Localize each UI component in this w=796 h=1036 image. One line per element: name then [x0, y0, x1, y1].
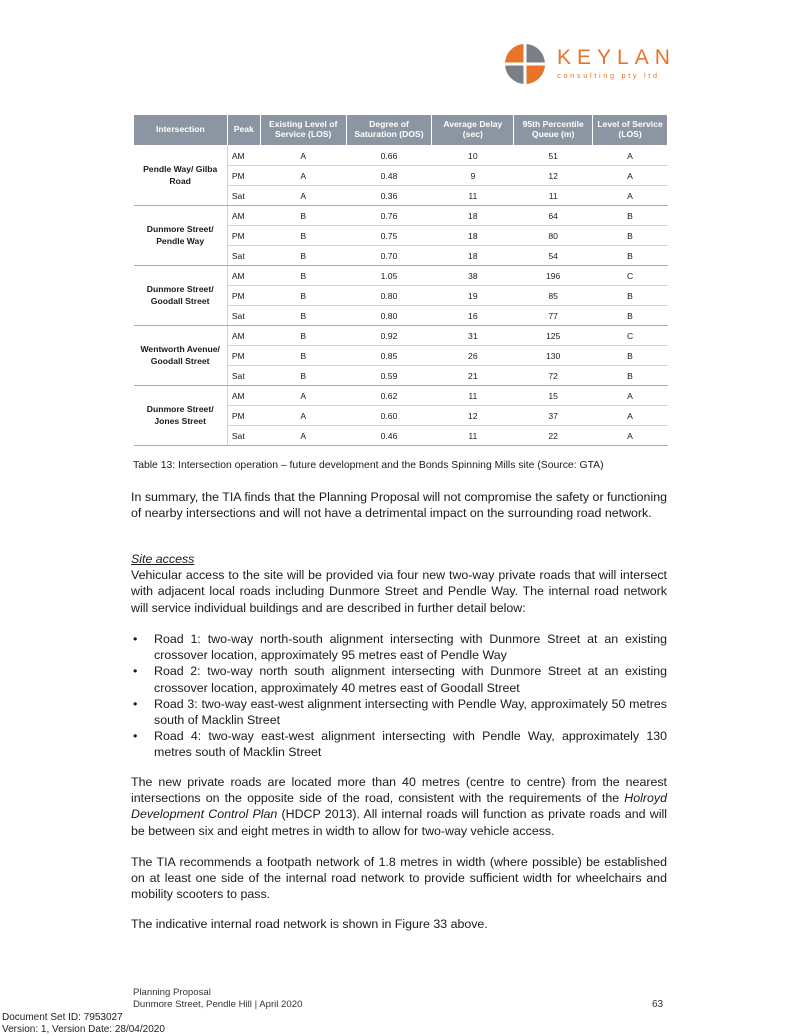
los-cell: A — [593, 166, 668, 186]
list-item — [131, 728, 667, 760]
road-list — [131, 631, 667, 761]
avg-delay-cell: 18 — [432, 206, 514, 226]
queue-cell: 64 — [514, 206, 593, 226]
avg-delay-cell: 11 — [432, 186, 514, 206]
paragraph-text: (HDCP 2013). All internal roads will function as private roads and will be between six and eight metres in width to allow for two-way vehicle access. — [131, 807, 667, 838]
dos-cell: 0.48 — [346, 166, 432, 186]
site-access-paragraph: Vehicular access to the site will be provided via four new two-way private roads that will intersect with adjacent local roads including Dunmore Street and Pendle Way. The internal road network will service individual buildings and are described in further detail below: — [131, 568, 667, 615]
queue-cell: 22 — [514, 426, 593, 446]
avg-delay-cell: 10 — [432, 146, 514, 166]
keylan-logo-mark-icon — [503, 42, 547, 86]
footer-document-title: Planning Proposal — [133, 987, 211, 998]
existing-los-cell: A — [260, 166, 346, 186]
peak-cell: AM — [227, 146, 260, 166]
queue-cell: 80 — [514, 226, 593, 246]
queue-cell: 130 — [514, 346, 593, 366]
los-cell: C — [593, 326, 668, 346]
dos-cell: 0.92 — [346, 326, 432, 346]
peak-cell: AM — [227, 266, 260, 286]
list-item-text: Road 1: two-way north-south alignment intersecting with Dunmore Street at an existing crossover location, approximately 95 metres east of Pendle Way — [154, 632, 667, 663]
existing-los-cell: B — [260, 366, 346, 386]
list-item-text: Road 4: two-way east-west alignment intersecting with Pendle Way, approximately 130 metres south of Macklin Street — [154, 729, 667, 760]
peak-cell: AM — [227, 386, 260, 406]
queue-cell: 15 — [514, 386, 593, 406]
document-version: Version: 1, Version Date: 28/04/2020 — [2, 1024, 165, 1035]
list-item-text: Road 2: two-way north south alignment intersecting with Dunmore Street at an existing crossover location, approximately 40 metres east of Goodall Street — [154, 664, 667, 695]
intersection-name: Pendle Way/ Gilba Road — [134, 146, 228, 206]
logo-subtitle: consulting pty ltd — [557, 71, 660, 80]
table-header-row — [134, 115, 668, 146]
intersection-table — [133, 114, 668, 446]
avg-delay-cell: 26 — [432, 346, 514, 366]
hdcp-title: Holroyd Development Control Plan — [131, 791, 667, 822]
intersection-name: Dunmore Street/ Jones Street — [134, 386, 228, 446]
existing-los-cell: B — [260, 206, 346, 226]
existing-los-cell: A — [260, 186, 346, 206]
header-avg-delay: Average Delay (sec) — [432, 115, 514, 146]
los-cell: B — [593, 206, 668, 226]
peak-cell: AM — [227, 326, 260, 346]
bullet-icon: • — [133, 729, 138, 744]
dos-cell: 1.05 — [346, 266, 432, 286]
peak-cell: Sat — [227, 366, 260, 386]
dos-cell: 0.60 — [346, 406, 432, 426]
site-access-section — [131, 551, 667, 616]
queue-cell: 85 — [514, 286, 593, 306]
table-body — [134, 146, 668, 446]
intersection-name: Dunmore Street/ Goodall Street — [134, 266, 228, 326]
peak-cell: PM — [227, 286, 260, 306]
intersection-name: Dunmore Street/ Pendle Way — [134, 206, 228, 266]
los-cell: A — [593, 406, 668, 426]
table-row — [134, 266, 668, 286]
header-dos: Degree of Saturation (DOS) — [346, 115, 432, 146]
bullet-icon: • — [133, 664, 138, 679]
avg-delay-cell: 9 — [432, 166, 514, 186]
peak-cell: Sat — [227, 306, 260, 326]
dos-cell: 0.80 — [346, 306, 432, 326]
existing-los-cell: A — [260, 426, 346, 446]
bullet-icon: • — [133, 696, 138, 711]
peak-cell: PM — [227, 406, 260, 426]
summary-paragraph: In summary, the TIA finds that the Planning Proposal will not compromise the safety or functioning of nearby intersections and will not have a detrimental impact on the surrounding road network. — [131, 490, 667, 521]
dos-cell: 0.46 — [346, 426, 432, 446]
dos-cell: 0.36 — [346, 186, 432, 206]
los-cell: B — [593, 366, 668, 386]
dos-cell: 0.85 — [346, 346, 432, 366]
footpath-paragraph: The TIA recommends a footpath network of 1.8 metres in width (where possible) be established on at least one side of the internal road network to provide sufficient width for wheelchairs and mobility scooters to pass. — [131, 855, 667, 902]
header-peak: Peak — [227, 115, 260, 146]
dos-cell: 0.62 — [346, 386, 432, 406]
queue-cell: 125 — [514, 326, 593, 346]
los-cell: B — [593, 306, 668, 326]
site-access-heading: Site access — [131, 552, 195, 566]
dos-cell: 0.75 — [346, 226, 432, 246]
los-cell: B — [593, 226, 668, 246]
dos-cell: 0.59 — [346, 366, 432, 386]
queue-cell: 77 — [514, 306, 593, 326]
queue-cell: 72 — [514, 366, 593, 386]
dos-cell: 0.70 — [346, 246, 432, 266]
queue-cell: 51 — [514, 146, 593, 166]
page-footer — [133, 987, 302, 1011]
avg-delay-cell: 31 — [432, 326, 514, 346]
avg-delay-cell: 12 — [432, 406, 514, 426]
queue-cell: 37 — [514, 406, 593, 426]
existing-los-cell: B — [260, 326, 346, 346]
existing-los-cell: B — [260, 306, 346, 326]
existing-los-cell: B — [260, 266, 346, 286]
document-set-id: Document Set ID: 7953027 — [2, 1012, 123, 1023]
dos-cell: 0.76 — [346, 206, 432, 226]
existing-los-cell: A — [260, 146, 346, 166]
table-row — [134, 326, 668, 346]
header-existing-los: Existing Level of Service (LOS) — [260, 115, 346, 146]
avg-delay-cell: 11 — [432, 386, 514, 406]
table-row — [134, 386, 668, 406]
avg-delay-cell: 18 — [432, 226, 514, 246]
los-cell: B — [593, 286, 668, 306]
los-cell: B — [593, 346, 668, 366]
existing-los-cell: B — [260, 286, 346, 306]
header-intersection: Intersection — [134, 115, 228, 146]
avg-delay-cell: 38 — [432, 266, 514, 286]
header-95th-queue: 95th Percentile Queue (m) — [514, 115, 593, 146]
private-roads-paragraph — [131, 774, 667, 839]
existing-los-cell: A — [260, 406, 346, 426]
avg-delay-cell: 19 — [432, 286, 514, 306]
list-item — [131, 631, 667, 663]
bullet-icon: • — [133, 632, 138, 646]
existing-los-cell: B — [260, 346, 346, 366]
paragraph-text: The new private roads are located more than 40 metres (centre to centre) from the nearest intersections on the opposite side of the road, consistent with the requirements of the — [131, 775, 667, 806]
peak-cell: PM — [227, 166, 260, 186]
table-caption: Table 13: Intersection operation – future development and the Bonds Spinning Mills site (Source: GTA) — [133, 460, 604, 471]
peak-cell: PM — [227, 226, 260, 246]
document-stamp — [2, 1012, 165, 1036]
list-item — [131, 696, 667, 728]
dos-cell: 0.80 — [346, 286, 432, 306]
list-item — [131, 663, 667, 695]
los-cell: B — [593, 246, 668, 266]
peak-cell: Sat — [227, 186, 260, 206]
los-cell: A — [593, 146, 668, 166]
existing-los-cell: B — [260, 246, 346, 266]
dos-cell: 0.66 — [346, 146, 432, 166]
peak-cell: AM — [227, 206, 260, 226]
peak-cell: Sat — [227, 426, 260, 446]
los-cell: A — [593, 386, 668, 406]
header-los: Level of Service (LOS) — [593, 115, 668, 146]
los-cell: A — [593, 186, 668, 206]
peak-cell: Sat — [227, 246, 260, 266]
avg-delay-cell: 16 — [432, 306, 514, 326]
queue-cell: 54 — [514, 246, 593, 266]
intersection-name: Wentworth Avenue/ Goodall Street — [134, 326, 228, 386]
avg-delay-cell: 21 — [432, 366, 514, 386]
list-item-text: Road 3: two-way east-west alignment intersecting with Pendle Way, approximately 50 metres south of Macklin Street — [154, 696, 667, 728]
logo-name: KEYLAN — [557, 46, 676, 69]
table-row — [134, 206, 668, 226]
queue-cell: 12 — [514, 166, 593, 186]
peak-cell: PM — [227, 346, 260, 366]
los-cell: A — [593, 426, 668, 446]
footer-location-date: Dunmore Street, Pendle Hill | April 2020 — [133, 999, 303, 1010]
avg-delay-cell: 11 — [432, 426, 514, 446]
existing-los-cell: B — [260, 226, 346, 246]
queue-cell: 196 — [514, 266, 593, 286]
queue-cell: 11 — [514, 186, 593, 206]
figure-reference-paragraph: The indicative internal road network is shown in Figure 33 above. — [131, 917, 488, 931]
los-cell: C — [593, 266, 668, 286]
keylan-logo — [503, 42, 676, 84]
table-row — [134, 146, 668, 166]
avg-delay-cell: 18 — [432, 246, 514, 266]
existing-los-cell: A — [260, 386, 346, 406]
page-number: 63 — [652, 999, 664, 1010]
